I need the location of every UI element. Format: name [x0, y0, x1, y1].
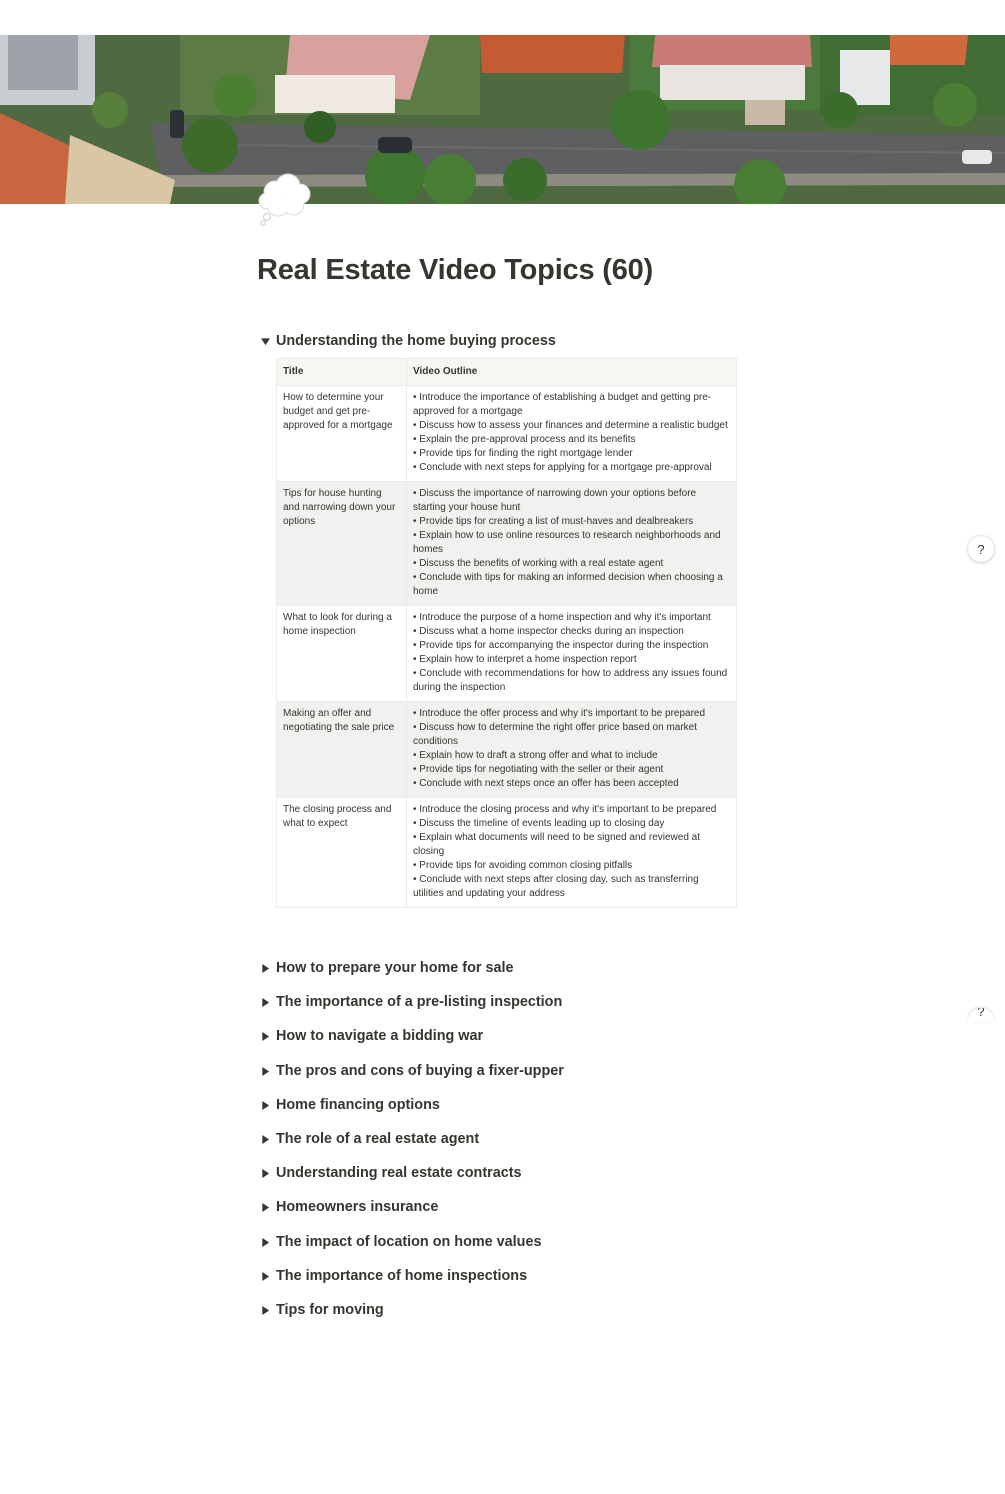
help-label: ?: [977, 1008, 985, 1019]
outline-bullet: • Provide tips for avoiding common closing pitfalls: [413, 860, 633, 871]
cell-title[interactable]: What to look for during a home inspection: [277, 606, 407, 702]
page-title: Real Estate Video Topics (60): [257, 254, 654, 286]
table-row: [277, 482, 737, 606]
outline-bullet: • Introduce the closing process and why it's important to be prepared: [413, 804, 717, 815]
triangle-right-icon[interactable]: [257, 994, 273, 1010]
triangle-right-icon[interactable]: [257, 960, 273, 976]
cell-video-outline[interactable]: [407, 702, 737, 798]
column-header-title[interactable]: Title: [277, 359, 407, 386]
toggle-label: Understanding the home buying process: [276, 333, 556, 349]
table-row: [277, 702, 737, 798]
outline-bullet: • Discuss how to determine the right offer price based on market conditions: [413, 722, 698, 747]
toggle-block[interactable]: [257, 1058, 564, 1084]
cell-title[interactable]: The closing process and what to expect: [277, 798, 407, 908]
cell-video-outline[interactable]: [407, 482, 737, 606]
cell-video-outline[interactable]: [407, 798, 737, 908]
toggle-block[interactable]: [257, 1229, 541, 1255]
triangle-right-icon[interactable]: [257, 1165, 273, 1181]
triangle-down-icon[interactable]: [257, 333, 273, 349]
cell-title[interactable]: Making an offer and negotiating the sale price: [277, 702, 407, 798]
toggle-label: The impact of location on home values: [276, 1234, 542, 1250]
table-row: [277, 798, 737, 908]
outline-bullet: • Explain how to use online resources to research neighborhoods and homes: [413, 530, 721, 555]
toggle-block[interactable]: [257, 955, 514, 981]
triangle-right-icon[interactable]: [257, 1302, 273, 1318]
outline-bullet: • Conclude with tips for making an informed decision when choosing a home: [413, 572, 723, 597]
toggle-label: Home financing options: [276, 1097, 440, 1113]
video-topics-table: [276, 358, 737, 908]
outline-bullet: • Conclude with next steps once an offer has been accepted: [413, 778, 679, 789]
outline-bullet: • Introduce the offer process and why it's important to be prepared: [413, 708, 706, 719]
toggle-label: How to navigate a bidding war: [276, 1028, 484, 1044]
column-header-video-outline[interactable]: Video Outline: [407, 359, 737, 386]
outline-bullet: • Provide tips for creating a list of must-haves and dealbreakers: [413, 516, 694, 527]
table-row: [277, 386, 737, 482]
outline-bullet: • Discuss how to assess your finances and determine a realistic budget: [413, 420, 728, 431]
help-label: ?: [977, 541, 985, 557]
outline-bullet: • Explain how to draft a strong offer and what to include: [413, 750, 658, 761]
toggle-label: Understanding real estate contracts: [276, 1165, 522, 1181]
outline-bullet: • Conclude with next steps after closing day, such as transferring utilities and updating your address: [413, 874, 699, 899]
toggle-block[interactable]: [257, 1126, 479, 1152]
help-button-partial[interactable]: [968, 1008, 994, 1022]
toggle-label: The pros and cons of buying a fixer-upper: [276, 1063, 564, 1079]
thought-balloon-icon[interactable]: [255, 172, 315, 230]
toggle-block[interactable]: [257, 1263, 527, 1289]
toggle-block[interactable]: [257, 1297, 384, 1323]
toggle-understanding-home-buying[interactable]: [257, 328, 556, 354]
triangle-right-icon[interactable]: [257, 1131, 273, 1147]
triangle-right-icon[interactable]: [257, 1199, 273, 1215]
cell-video-outline[interactable]: [407, 606, 737, 702]
outline-bullet: • Explain the pre-approval process and its benefits: [413, 434, 636, 445]
outline-bullet: • Provide tips for accompanying the inspector during the inspection: [413, 640, 709, 651]
outline-bullet: • Explain how to interpret a home inspection report: [413, 654, 637, 665]
toggle-label: How to prepare your home for sale: [276, 960, 514, 976]
toggle-label: Homeowners insurance: [276, 1199, 439, 1215]
triangle-right-icon[interactable]: [257, 1028, 273, 1044]
cell-title[interactable]: Tips for house hunting and narrowing down your options: [277, 482, 407, 606]
toggle-label: The importance of home inspections: [276, 1268, 528, 1284]
outline-bullet: • Introduce the importance of establishing a budget and getting pre-approved for a mortgage: [413, 392, 712, 417]
outline-bullet: • Explain what documents will need to be signed and reviewed at closing: [413, 832, 701, 857]
toggle-block[interactable]: [257, 989, 562, 1015]
outline-bullet: • Discuss the benefits of working with a real estate agent: [413, 558, 664, 569]
outline-bullet: • Discuss the importance of narrowing down your options before starting your house hunt: [413, 488, 697, 513]
toggle-block[interactable]: [257, 1092, 440, 1118]
toggle-block[interactable]: [257, 1160, 522, 1186]
toggle-label: The importance of a pre-listing inspection: [276, 994, 563, 1010]
toggle-block[interactable]: [257, 1194, 438, 1220]
triangle-right-icon[interactable]: [257, 1063, 273, 1079]
toggle-label: Tips for moving: [276, 1302, 384, 1318]
triangle-right-icon[interactable]: [257, 1234, 273, 1250]
outline-bullet: • Introduce the purpose of a home inspection and why it's important: [413, 612, 711, 623]
outline-bullet: • Provide tips for finding the right mortgage lender: [413, 448, 633, 459]
triangle-right-icon[interactable]: [257, 1097, 273, 1113]
outline-bullet: • Discuss what a home inspector checks during an inspection: [413, 626, 684, 637]
cell-title[interactable]: How to determine your budget and get pre-approved for a mortgage: [277, 386, 407, 482]
toggle-block[interactable]: [257, 1023, 483, 1049]
outline-bullet: • Discuss the timeline of events leading up to closing day: [413, 818, 665, 829]
help-button[interactable]: [968, 536, 994, 562]
outline-bullet: • Provide tips for negotiating with the seller or their agent: [413, 764, 664, 775]
table-header-row: [277, 359, 737, 386]
toggle-label: The role of a real estate agent: [276, 1131, 480, 1147]
outline-bullet: • Conclude with next steps for applying for a mortgage pre-approval: [413, 462, 712, 473]
cover-image: [0, 35, 1005, 204]
outline-bullet: • Conclude with recommendations for how to address any issues found during the inspection: [413, 668, 728, 693]
cell-video-outline[interactable]: [407, 386, 737, 482]
table-row: [277, 606, 737, 702]
triangle-right-icon[interactable]: [257, 1268, 273, 1284]
